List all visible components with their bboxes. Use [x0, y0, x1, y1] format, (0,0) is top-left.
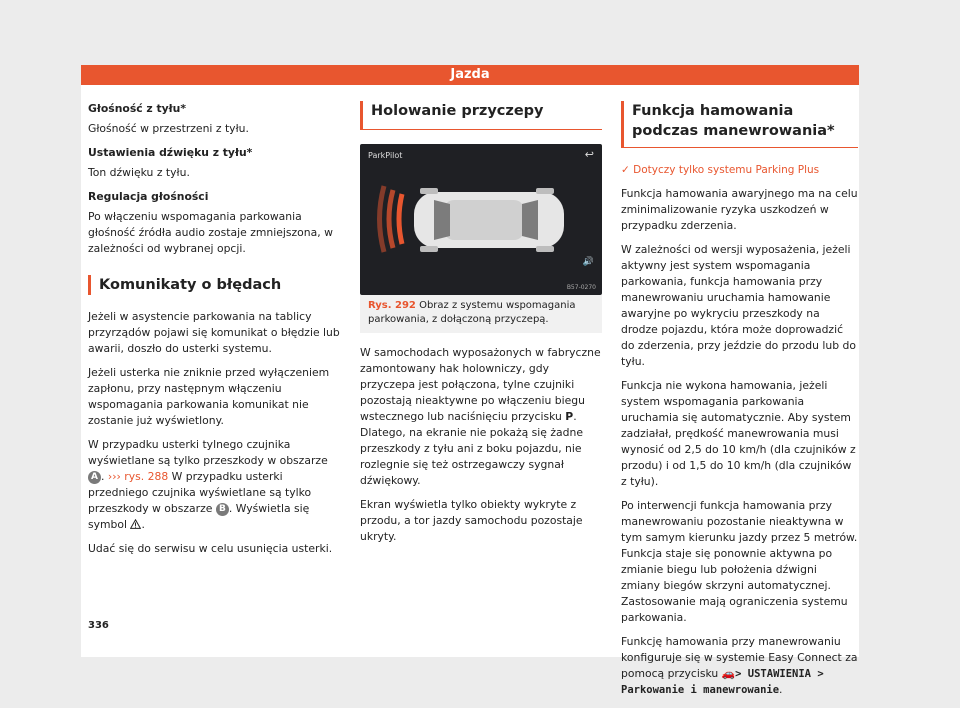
parkpilot-label: ParkPilot [368, 151, 403, 160]
warning-triangle-icon [130, 519, 141, 529]
figure-caption [360, 295, 602, 333]
section-title-braking: Funkcja hamowania podczas manewrowania* [621, 101, 858, 148]
caption-number: Rys. 292 [368, 300, 416, 311]
paragraph-trailer-2: Ekran wyświetla tylko obiekty wykryte z przodu, a tor jazdy samochodu pozostaje ukryty. [360, 498, 583, 543]
manual-page [81, 65, 859, 696]
text-fragment: W samochodach wyposażonych w fabryczne zamontowany hak holowniczy, gdy przyczepa jest połączona, tylne czujniki pozostają nieaktywne po włączeniu biegu wstecznego lub naciśnięciu przycisku [360, 346, 601, 423]
paragraph-braking-3: Funkcja nie wykona hamowania, jeżeli system wspomagania parkowania uruchamia się automatycznie. Aby system zadziałał, prędkość manewrowania musi wynosić od 2,5 do 10 km/h (dla czujników z przodu) i od 1,5 do 10 km/h (dla czujników z tyłu). [621, 379, 856, 488]
chapter-header: Jazda [81, 65, 859, 85]
park-button-icon: P [565, 410, 574, 423]
text-fragment: W przypadku usterki przedniego czujnika wyświetlane są tylko przeszkody w obszarze [88, 470, 312, 515]
column-left [88, 101, 341, 565]
speaker-icon: 🔊 [582, 257, 594, 267]
area-b-badge: B [216, 503, 229, 516]
paragraph-braking-1: Funkcja hamowania awaryjnego ma na celu zminimalizowanie ryzyka uszkodzeń w przypadku zderzenia. [621, 187, 858, 232]
text-rear-volume: Głośność w przestrzeni z tyłu. [88, 122, 249, 135]
applicability-note [621, 162, 858, 178]
section-title-error-messages: Komunikaty o błędach [88, 275, 341, 295]
subheading-volume-control: Regulacja głośności [88, 190, 209, 203]
area-a-badge: A [88, 471, 101, 484]
caption-text: Obraz z systemu wspomagania parkowania, z dołączoną przyczepą. [368, 300, 576, 325]
column-middle [360, 101, 602, 553]
paragraph-braking-2: W zależności od wersji wyposażenia, jeżeli aktywny jest system wspomagania parkowania, funkcja hamowania przy manewrowaniu uruchamia hamowanie awaryjne po wykryciu przeszkody na drodze pojazdu, która może doprowadzić do zderzenia, przy jeździe do przodu lub do tyłu. [621, 243, 856, 368]
parkpilot-figure [360, 144, 602, 295]
text-fragment: W przypadku usterki tylnego czujnika wyświetlane są tylko przeszkody w obszarze [88, 438, 328, 467]
text-volume-control: Po włączeniu wspomagania parkowania głośność źródła audio zostaje zmniejszona, w zależności od wybranej opcji. [88, 210, 333, 255]
figure-code: B57-0270 [566, 284, 596, 291]
text-fragment: . [779, 683, 783, 696]
figure-reference-link[interactable]: ››› rys. 288 [107, 470, 169, 483]
text-rear-sound: Ton dźwięku z tyłu. [88, 166, 190, 179]
back-arrow-icon: ↩ [584, 148, 594, 161]
paragraph-error-2: Jeżeli usterka nie zniknie przed wyłączeniem zapłonu, przy następnym włączeniu wspomagania parkowania komunikat nie zostanie już wyświetlony. [88, 366, 330, 427]
text-fragment: . [101, 470, 105, 483]
car-top-view-illustration [360, 144, 602, 295]
section-title-trailer: Holowanie przyczepy [360, 101, 602, 130]
paragraph-trailer-1 [360, 345, 602, 489]
text-fragment: . Dlatego, na ekranie nie pokażą się żadne przeszkody z tyłu ani z boku pojazdu, nie rozlegnie się też ostrzegawczy sygnał dźwiękowy. [360, 410, 583, 487]
text-fragment: . Wyświetla się symbol [88, 502, 310, 531]
column-right [621, 101, 858, 706]
car-menu-icon: 🚗 [721, 667, 736, 680]
paragraph-error-3 [88, 437, 341, 533]
paragraph-error-1: Jeżeli w asystencie parkowania na tablicy przyrządów pojawi się komunikat o błędzie lub awarii, doszło do usterki systemu. [88, 310, 340, 355]
paragraph-braking-5 [621, 634, 858, 698]
paragraph-braking-4: Po interwencji funkcja hamowania przy manewrowaniu pozostanie nieaktywna w tym samym kierunku jazdy przez 5 metrów. Funkcja staje się ponownie aktywna po zmianie biegu lub położenia dźwigni zmiany biegów skrzyni automatycznej. Zastosowanie mają ograniczenia systemu parkowania. [621, 499, 858, 624]
paragraph-error-4: Udać się do serwisu w celu usunięcia usterki. [88, 542, 333, 555]
check-icon: ✓ [621, 164, 630, 176]
menu-path: > USTAWIENIA > Parkowanie i manewrowanie [621, 668, 824, 696]
page-number: 336 [88, 620, 109, 631]
text-fragment: Funkcję hamowania przy manewrowaniu konfiguruje się w systemie Easy Connect za pomocą przycisku [621, 635, 858, 680]
subheading-rear-volume: Głośność z tyłu* [88, 102, 186, 115]
subheading-rear-sound: Ustawienia dźwięku z tyłu* [88, 146, 253, 159]
text-fragment: . [141, 518, 145, 531]
applicability-text: Dotyczy tylko systemu Parking Plus [633, 164, 820, 176]
